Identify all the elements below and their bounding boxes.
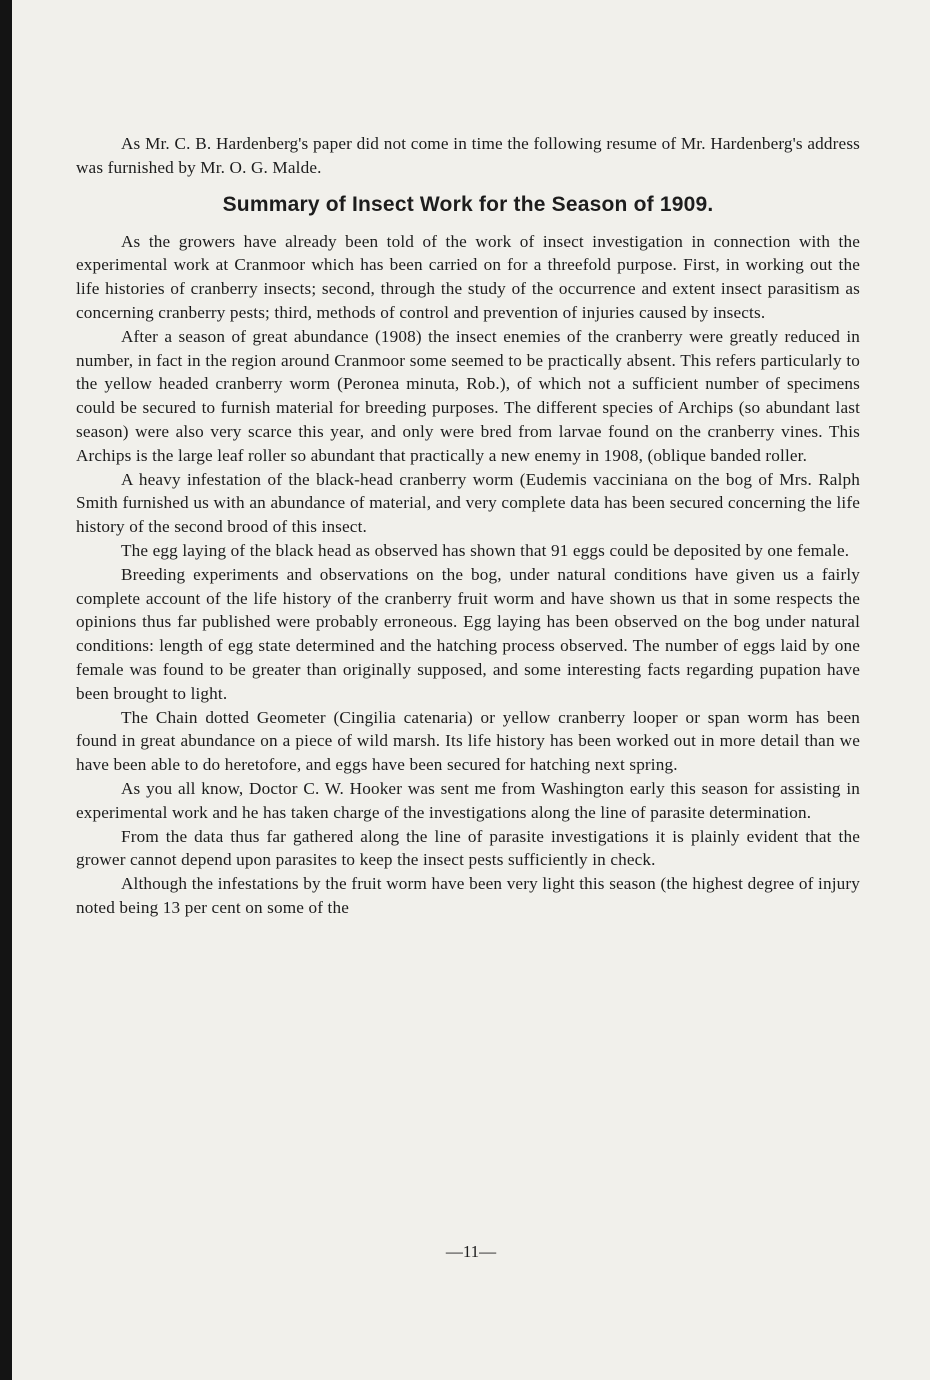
- paragraph-2: After a season of great abundance (1908) the insect enemies of the cranberry were greatly reduced in number, in fact in the region around Cranmoor some seemed to be practically absent. This refers particularly to the yellow headed cranberry worm (Peronea minuta, Rob.), of which not a sufficient number of specimens could be secured to furnish material for breeding purposes. The different species of Archips (so abundant last season) were also very scarce this year, and only were bred from larvae found on the cranberry vines. This Archips is the large leaf roller so abundant that practically a new enemy in 1908, (oblique banded roller.: [76, 326, 860, 465]
- intro-paragraph: As Mr. C. B. Hardenberg's paper did not come in time the following resume of Mr. Hardenberg's address was furnished by Mr. O. G. Malde.: [76, 134, 860, 177]
- paragraph-6: The Chain dotted Geometer (Cingilia catenaria) or yellow cranberry looper or span worm has been found in great abundance on a piece of wild marsh. Its life history has been worked out in more detail than we have been able to do heretofore, and eggs have been secured for hatching next spring.: [76, 707, 860, 775]
- document-page: [12, 0, 930, 1380]
- paragraph-9: Although the infestations by the fruit worm have been very light this season (the highest degree of injury noted being 13 per cent on some of the: [76, 874, 860, 917]
- paragraph-5: Breeding experiments and observations on the bog, under natural conditions have given us a fairly complete account of the life history of the cranberry fruit worm and have shown us that in some respects the opinions thus far published were probably erroneous. Egg laying has been observed on the bog under natural conditions: length of egg state determined and the hatching process observed. The number of eggs laid by one female was found to be greater than originally supposed, and some interesting facts regarding pupation have been brought to light.: [76, 564, 860, 703]
- paragraph-7: As you all know, Doctor C. W. Hooker was sent me from Washington early this season for assisting in experimental work and he has taken charge of the investigations along the line of parasite determination.: [76, 778, 860, 822]
- paragraph-4: The egg laying of the black head as observed has shown that 91 eggs could be deposited by one female.: [121, 540, 850, 560]
- binding-edge: [0, 0, 12, 1380]
- paragraph-8: From the data thus far gathered along the line of parasite investigations it is plainly evident that the grower cannot depend upon parasites to keep the insect pests sufficiently in check.: [76, 826, 860, 870]
- section-title: Summary of Insect Work for the Season of 1909.: [222, 192, 714, 216]
- paragraph-3: A heavy infestation of the black-head cranberry worm (Eudemis vacciniana on the bog of Mrs. Ralph Smith furnished us with an abundance of material, and very complete data has been secured concerning the life history of the second brood of this insect.: [76, 469, 860, 537]
- body-text: [76, 132, 860, 920]
- page-number: —11—: [445, 1242, 497, 1261]
- paragraph-1: As the growers have already been told of the work of insect investigation in connection with the experimental work at Cranmoor which has been carried on for a threefold purpose. First, in working out the life histories of cranberry insects; second, through the study of the occurrence and extent insect parasitism as concerning cranberry pests; third, methods of control and prevention of injuries caused by insects.: [76, 231, 860, 322]
